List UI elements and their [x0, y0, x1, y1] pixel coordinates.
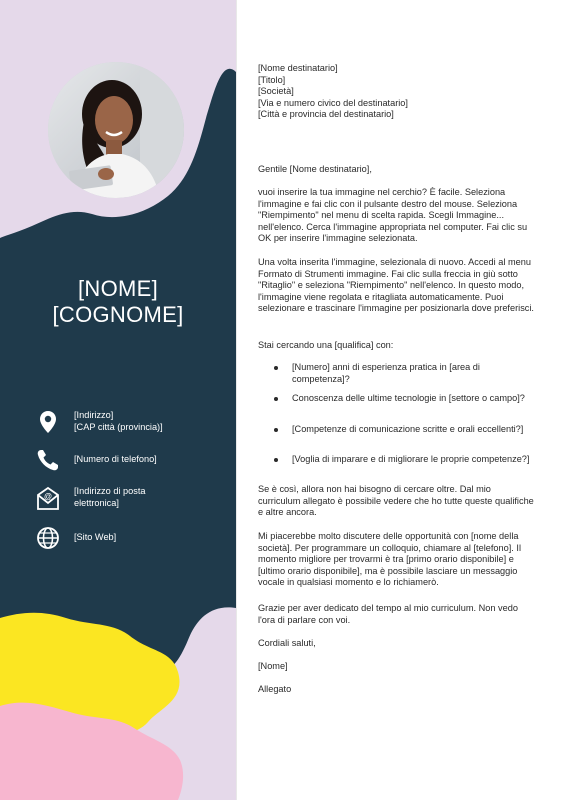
paragraph-2: Una volta inserita l'immagine, selezionala di nuovo. Accedi al menu Formato di Strumenti immagine. Fai clic sulla freccia in giù sotto "Ritaglio" e seleziona "Riempimento" nell'elenco. In questo modo, l'immagine viene regolata e ritagliata automaticamente. Puoi selezionare e trascinare l'immagine per posizionarla dove preferisci. — [258, 257, 534, 314]
list-item-text: [Numero] anni di esperienza pratica in [area di competenza]? — [292, 362, 480, 384]
recipient-title: [Titolo] — [258, 74, 286, 85]
sidebar — [0, 0, 236, 800]
paragraph-6: Grazie per aver dedicato del tempo al mio curriculum. Non vedo l'ora di parlare con voi. — [258, 603, 518, 625]
bullet-dot — [274, 428, 278, 432]
salutation: Gentile [Nome destinatario], — [258, 164, 372, 174]
website-line: [Sito Web] — [74, 532, 117, 542]
svg-text:@: @ — [44, 492, 52, 501]
globe-icon — [34, 524, 62, 552]
recipient-company: [Società] — [258, 86, 294, 97]
recipient-block — [258, 63, 534, 121]
phone-text — [74, 454, 224, 466]
phone-line: [Numero di telefono] — [74, 454, 157, 464]
first-name: [NOME] — [77, 276, 159, 301]
email-line-2: elettronica] — [74, 497, 119, 508]
address-text — [74, 410, 224, 433]
phone-icon — [34, 446, 62, 474]
signature-name: [Nome] — [258, 661, 288, 671]
bullet-dot — [274, 366, 278, 370]
list-item-text: [Competenze di comunicazione scritte e orali eccellenti?] — [292, 424, 524, 434]
paragraph-4: Se è così, allora non hai bisogno di cercare oltre. Dal mio curriculum allegato è possibile vedere che ho tutte queste qualifiche e altre ancora. — [258, 484, 534, 518]
last-name: [COGNOME] — [52, 302, 184, 327]
bullet-dot — [274, 458, 278, 462]
photo-placeholder-image — [48, 62, 184, 198]
closing: Cordiali saluti, — [258, 638, 316, 648]
list-item-text: [Voglia di imparare e di migliorare le proprie competenze?] — [292, 454, 530, 464]
profile-photo[interactable] — [48, 62, 184, 198]
address-line: [Indirizzo] — [74, 410, 114, 420]
paragraph-3: Stai cercando una [qualifica] con: — [258, 340, 394, 350]
paragraph-1: vuoi inserire la tua immagine nel cerchio? È facile. Seleziona l'immagine e fai clic con il pulsante destro del mouse. Seleziona "Riempimento" nel menu di scelta rapida. Scegli Immagine... nell'elenco. Cerca l'immagine appropriata nel computer. Fai clic su OK per inserire l'immagine selezionata. — [258, 187, 528, 244]
enclosure: Allegato — [258, 684, 292, 694]
location-pin-icon — [34, 408, 62, 436]
list-item-text: Conoscenza delle ultime tecnologie in [settore o campo]? — [292, 393, 525, 403]
candidate-name — [0, 276, 236, 328]
email-text — [74, 486, 224, 509]
recipient-city: [Città e provincia del destinatario] — [258, 109, 394, 120]
email-line-1: [Indirizzo di posta — [74, 486, 146, 496]
paragraph-5: Mi piacerebbe molto discutere delle opportunità con [nome della società]. Per programmare un colloquio, chiamare al [telefono]. Il momento migliore per trovarmi è tra [primo orario disponibile] e [ultimo orario disponibile], ma è possibile lasciare un messaggio vocale in qualsiasi momento e lo richiamerò. — [258, 531, 521, 588]
recipient-name: [Nome destinatario] — [258, 63, 338, 73]
bullet-dot — [274, 397, 278, 401]
recipient-street: [Via e numero civico del destinatario] — [258, 97, 408, 108]
page-divider — [236, 0, 237, 800]
website-text — [74, 532, 224, 544]
postal-city-line: [CAP città (provincia)] — [74, 421, 163, 432]
email-icon — [34, 484, 62, 512]
